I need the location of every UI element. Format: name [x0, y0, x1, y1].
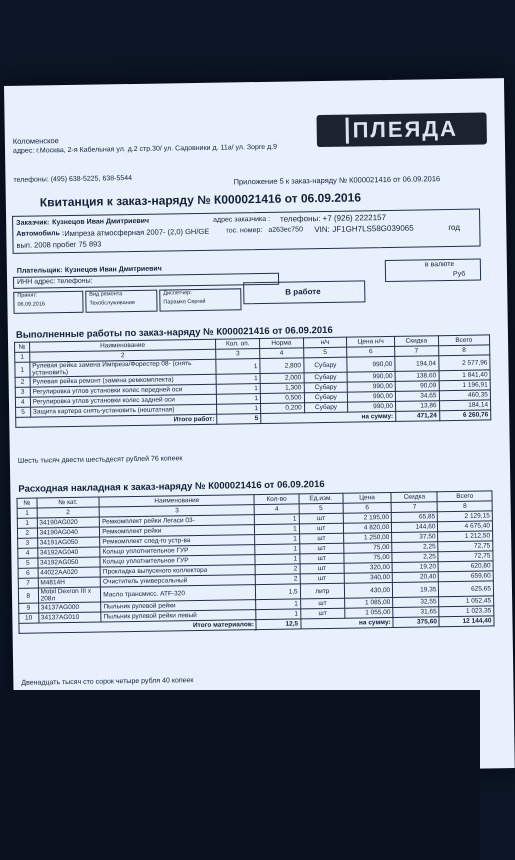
company-logo: ПЛЕЯДА — [316, 112, 486, 147]
parts-cell: 8 — [18, 588, 38, 603]
parts-cell: 1 085,00 — [344, 597, 392, 608]
parts-cell: 1 055,00 — [345, 607, 393, 618]
works-col-num: 2 — [29, 349, 216, 362]
car-model: Импреза атмосферная 2007- (2,0) GH/GE — [64, 226, 210, 239]
works-cell: Рулевая рейка замена Импреза/Форестер 08- (снять установить) — [30, 359, 217, 377]
currency-label: в валюте — [424, 260, 455, 269]
parts-col-header: Кол-во — [254, 494, 298, 505]
customer-label: Заказчик: — [16, 219, 50, 227]
parts-cell: 31,65 — [393, 607, 439, 618]
works-cell: 990,00 — [347, 371, 395, 382]
works-cell: 990,00 — [347, 381, 395, 392]
parts-cell: 1 — [255, 534, 299, 545]
works-total-ops: 5 — [217, 414, 261, 425]
works-cell: Регулировка углов установки колес передней оси — [30, 384, 217, 397]
parts-col-num: 5 — [299, 503, 343, 514]
parts-cell: шт — [300, 553, 344, 564]
parts-cell: 1 — [17, 518, 37, 528]
works-cell: 1 — [216, 374, 260, 385]
currency-value: Руб — [452, 270, 466, 278]
works-col-header: Наименование — [29, 339, 216, 352]
parts-cell: 1 — [255, 544, 299, 555]
parts-col-header: Всего — [437, 491, 492, 502]
dark-background-bottom — [0, 690, 480, 860]
company-name: Коломенское — [12, 136, 59, 146]
parts-cell: 1 — [255, 524, 299, 535]
parts-col-header: Скидка — [391, 492, 437, 503]
works-col-header: № — [15, 342, 30, 352]
works-cell: 990,00 — [348, 401, 396, 412]
parts-cell: 430,00 — [344, 582, 393, 598]
parts-cell: 340,00 — [344, 572, 392, 583]
works-table — [14, 334, 491, 427]
parts-col-num: 7 — [391, 502, 437, 513]
vin-number: JF1GH7LS58G039065 — [332, 223, 414, 234]
accepted-label: Принят: — [17, 292, 38, 299]
parts-cell: 2,25 — [392, 542, 438, 553]
parts-cell: Пыльник рулевой рейки левый — [101, 610, 256, 622]
parts-cell: 1 — [256, 599, 300, 610]
parts-cell: 1 — [255, 554, 299, 565]
parts-cell: Ремкомплект след-го устр-ва — [100, 535, 255, 547]
receipt-sheet — [4, 78, 515, 776]
parts-cell: 34191AG050 — [37, 537, 100, 548]
works-cell: 990,00 — [348, 391, 396, 402]
parts-cell: 1 212,50 — [438, 531, 493, 542]
works-cell: 1 — [217, 404, 261, 415]
parts-table — [16, 490, 494, 633]
works-cell: 194,04 — [395, 356, 439, 372]
repair-type-label: Вид ремонта — [89, 291, 123, 298]
parts-cell: 1 052,45 — [439, 596, 494, 607]
parts-col-num: 8 — [438, 501, 493, 512]
parts-cell: 1 — [256, 609, 300, 620]
payer-inn-line: ИНН адрес: телефоны: — [17, 277, 93, 286]
works-cell: Субару — [303, 357, 347, 373]
works-col-num: 4 — [260, 348, 304, 359]
parts-cell: 44022AA020 — [38, 567, 101, 578]
parts-cell: 1 — [255, 514, 299, 525]
parts-cell: шт — [300, 608, 344, 619]
parts-cell: шт — [300, 573, 344, 584]
works-col-num: 5 — [303, 347, 347, 358]
parts-cell: 1 250,00 — [343, 532, 391, 543]
works-cell: 4 — [15, 397, 30, 407]
parts-cell: 620,80 — [438, 561, 493, 572]
parts-cell: шт — [300, 563, 344, 574]
year-mileage: вып. 2008 пробег 75 893 — [16, 239, 102, 250]
parts-cell: шт — [299, 533, 343, 544]
parts-cell: 3 — [18, 538, 38, 548]
parts-cell: шт — [299, 543, 343, 554]
parts-cell: 2,25 — [392, 552, 438, 563]
works-cell: 1 196,91 — [439, 380, 491, 391]
works-col-header: Скидка — [394, 336, 438, 347]
works-cell: 1,300 — [260, 383, 304, 394]
works-cell: 3 — [15, 387, 30, 397]
parts-cell: Кольцо уплотнительное ГУР — [100, 545, 255, 557]
parts-cell: 4 820,00 — [343, 522, 391, 533]
document-title: Квитанция к заказ-наряду № К000021416 от 06.09.2016 — [39, 190, 362, 210]
works-cell: 0,200 — [261, 403, 305, 414]
works-cell: 184,14 — [439, 400, 491, 411]
works-cell: Защита картера снять-установить (нештатная) — [30, 404, 217, 417]
works-col-num: 8 — [438, 345, 490, 356]
parts-cell: M4814H — [38, 577, 101, 588]
works-col-header: Норма — [260, 338, 304, 349]
works-title: Выполненные работы по заказ-наряду № К000021416 от 06.09.2016 — [15, 324, 333, 341]
parts-cell: Пыльник рулевой рейки — [101, 600, 256, 612]
works-cell: 1 — [217, 394, 261, 405]
works-cell: Субару — [304, 402, 348, 413]
works-col-num: 7 — [395, 346, 439, 357]
parts-cell: Очиститель универсальный — [100, 575, 255, 587]
repair-type-value: Техобслуживание — [89, 299, 135, 307]
parts-cell: Кольцо уплотнительное ГУР — [100, 555, 255, 567]
parts-cell: 1 023,35 — [439, 606, 494, 617]
parts-col-num: 3 — [99, 505, 254, 517]
works-cell: 138,60 — [395, 371, 439, 382]
parts-cell: Mobil Dexron III x 208л — [38, 587, 101, 603]
works-col-header: н/ч — [303, 337, 347, 348]
parts-col-header: Ед.изм. — [299, 493, 343, 504]
parts-col-num: 6 — [343, 502, 391, 513]
year-label: год — [448, 222, 461, 233]
works-cell: 1 — [15, 362, 30, 377]
works-cell: 1 — [216, 384, 260, 395]
payer-name: Кузнецов Иван Дмитриевич — [64, 265, 162, 275]
parts-cell: 10 — [19, 613, 39, 623]
company-phone: телефоны: (495) 638-5225, 638-5544 — [13, 175, 133, 184]
works-col-header: Цена н/ч — [347, 336, 395, 347]
parts-cell: 19,20 — [392, 562, 438, 573]
works-cell: 2,000 — [260, 373, 304, 384]
parts-cell: 1,5 — [256, 584, 300, 600]
plate-number: а263ес750 — [268, 226, 304, 234]
parts-cell: 34137AG010 — [38, 612, 101, 623]
parts-total-qty: 12,5 — [256, 619, 300, 630]
parts-cell: 72,75 — [438, 541, 493, 552]
customer-name: Кузнецов Иван Дмитриевич — [52, 217, 150, 227]
works-cell: 990,00 — [347, 356, 395, 372]
works-cell: 1 — [216, 359, 260, 375]
parts-cell: 19,35 — [393, 582, 439, 598]
parts-total-label: Итого материалов: — [19, 620, 257, 634]
works-col-num: 1 — [15, 352, 30, 362]
parts-col-header: Цена — [343, 492, 391, 503]
works-col-num: 3 — [216, 349, 260, 360]
parts-total-words: Двенадцать тысяч сто сорок четыре рубля 40 копеек — [21, 677, 194, 687]
works-cell: 2,800 — [260, 358, 304, 374]
parts-cell: 2 — [256, 574, 300, 585]
parts-cell: 6 — [18, 568, 38, 578]
works-total-discount: 471,24 — [396, 411, 440, 422]
works-cell: 460,35 — [439, 390, 491, 401]
works-total-words: Шесть тысяч двести шестьдесят рублей 76 копеек — [17, 455, 183, 465]
status-value: В работе — [285, 287, 321, 297]
dispatcher-name: Парамко Сергей — [163, 298, 206, 306]
parts-cell: 9 — [19, 603, 39, 613]
customer-phones: телефоны: +7 (926) 2222157 — [280, 213, 387, 224]
parts-col-header: № — [17, 498, 37, 508]
parts-cell: шт — [299, 513, 343, 524]
parts-col-num: 4 — [255, 504, 299, 515]
parts-cell: 2 195,00 — [343, 512, 391, 523]
works-col-num: 6 — [347, 346, 395, 357]
parts-cell: 34190AG040 — [37, 527, 100, 538]
parts-cell: Прокладка выпускного коллектора — [100, 565, 255, 577]
parts-cell: 34192AG050 — [37, 557, 100, 568]
parts-cell: 7 — [18, 578, 38, 588]
company-address: адрес: г.Москва, 2-я Кабельная ул. д.2 стр.30/ ул. Садовники д. 11а/ ул. Зорге д.9 — [12, 143, 278, 155]
works-cell: Рулевая рейка ремонт (замена ремкомплекта) — [30, 374, 217, 387]
parts-cell: Ремкомплект рейки — [100, 525, 255, 537]
parts-cell: 37,50 — [392, 532, 438, 543]
plate-label: гос. номер: — [226, 226, 263, 235]
parts-cell: 65,85 — [391, 512, 437, 523]
parts-cell: 4 675,40 — [438, 521, 493, 532]
parts-cell: 34190AG020 — [37, 517, 100, 528]
parts-col-num: 2 — [37, 507, 100, 518]
parts-cell: 5 — [18, 558, 38, 568]
dispatcher-label: Диспетчер: — [163, 290, 192, 297]
parts-cell: 659,60 — [439, 571, 494, 582]
parts-cell: 2 — [256, 564, 300, 575]
works-cell: 34,65 — [395, 391, 439, 402]
parts-cell: 34192AG040 — [37, 547, 100, 558]
works-cell: 0,500 — [260, 393, 304, 404]
works-cell: Регулировка углов установки колес задней оси — [30, 394, 217, 407]
parts-cell: шт — [300, 598, 344, 609]
works-cell: 2 — [15, 377, 30, 387]
parts-cell: 34137AG000 — [38, 602, 101, 613]
works-cell: Субару — [304, 372, 348, 383]
works-col-header: Кол. оп. — [216, 339, 260, 350]
parts-cell: Масло трансмисс. ATF-320 — [101, 585, 256, 602]
parts-cell: 72,75 — [438, 551, 493, 562]
parts-cell: 320,00 — [344, 562, 392, 573]
parts-cell: 144,60 — [392, 522, 438, 533]
vin-label: VIN: — [314, 224, 330, 235]
works-cell: 90,09 — [395, 381, 439, 392]
accepted-date: 06.09.2016 — [17, 301, 46, 308]
parts-sum-label: на сумму: — [301, 617, 394, 628]
parts-cell: 75,00 — [344, 542, 392, 553]
parts-cell: 75,00 — [344, 552, 392, 563]
parts-cell: литр — [300, 583, 344, 599]
works-total-label: Итого работ: — [16, 414, 217, 427]
parts-cell: 20,40 — [392, 572, 438, 583]
parts-cell: 625,65 — [439, 581, 494, 597]
works-cell: 1 841,40 — [439, 370, 491, 381]
payer-label: Плательщик: — [16, 267, 63, 275]
parts-cell: 32,55 — [393, 597, 439, 608]
customer-address-label: адрес заказчика : — [213, 215, 271, 224]
works-cell: 13,86 — [395, 401, 439, 412]
works-total-sum: 6 260,76 — [439, 410, 491, 421]
parts-total-sum: 12 144,40 — [439, 616, 494, 627]
parts-title: Расходная накладная к заказ-наряду № К000021416 от 06.09.2016 — [18, 479, 325, 495]
works-col-header: Всего — [438, 335, 490, 346]
parts-col-header: Наименование — [99, 495, 254, 507]
parts-cell: Ремкомплект рейки Легаси 03- — [100, 515, 255, 527]
works-cell: Субару — [304, 392, 348, 403]
parts-cell: шт — [299, 523, 343, 534]
parts-col-header: № кат. — [37, 497, 100, 508]
parts-cell: 2 129,15 — [438, 511, 493, 522]
parts-total-discount: 375,60 — [393, 617, 439, 628]
works-sum-label: на сумму: — [261, 411, 396, 423]
parts-col-num: 1 — [17, 508, 37, 518]
parts-cell: 2 — [17, 528, 37, 538]
appendix-note: Приложение 5 к заказ-наряду № К000021416 от 06.09.2016 — [233, 174, 441, 187]
works-cell: Субару — [304, 382, 348, 393]
works-cell: 2 577,96 — [438, 355, 490, 371]
works-cell: 5 — [16, 407, 31, 417]
car-label: Автомобиль : — [16, 230, 65, 238]
parts-cell: 4 — [18, 548, 38, 558]
